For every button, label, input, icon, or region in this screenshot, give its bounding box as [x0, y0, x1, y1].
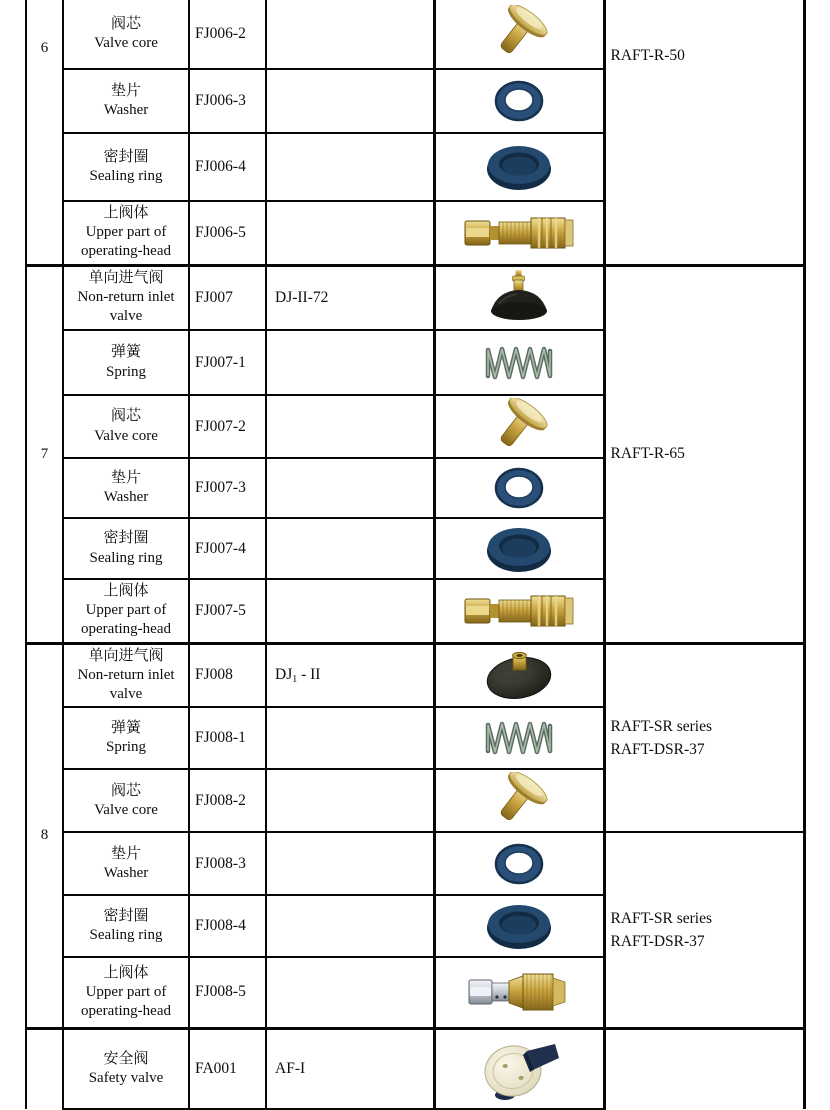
part-name-cell [63, 579, 189, 643]
part-name-zh: 垫片 [110, 82, 141, 99]
row-number: 8 [40, 827, 49, 844]
part-image-cell [434, 769, 604, 832]
part-name-zh: 阀芯 [110, 15, 141, 32]
part-name-en: Non-return inlet valve [77, 666, 175, 702]
part-code: FJ008-4 [195, 917, 246, 935]
part-code-cell [189, 330, 266, 395]
part-name-zh: 弹簧 [110, 344, 141, 361]
part-name-cell [63, 133, 189, 201]
part-name-cell [63, 69, 189, 133]
safety-valve-icon [436, 1035, 603, 1103]
applicable-model-cell [604, 643, 804, 832]
part-name-en: Sealing ring [89, 549, 163, 566]
part-name-en: Valve core [94, 35, 158, 51]
part-model-cell [266, 265, 434, 330]
part-name-en: Sealing ring [89, 168, 163, 184]
part-model-cell [266, 643, 434, 707]
inlet-valve-top-icon [436, 648, 603, 702]
inlet-valve-side-icon [436, 267, 603, 329]
part-code: FJ006-2 [195, 25, 246, 42]
part-image-cell [434, 201, 604, 265]
part-code: FJ006-4 [195, 158, 246, 175]
part-name-en: Upper part of operating-head [81, 602, 171, 638]
part-name-zh: 阀芯 [110, 408, 141, 425]
part-code: FJ008 [195, 666, 233, 684]
part-name-cell [63, 643, 189, 707]
applicable-model: RAFT-SR series [610, 717, 712, 735]
part-name-cell [63, 395, 189, 458]
table-row [26, 1028, 804, 1109]
part-model-text: - II [297, 665, 321, 683]
part-code-cell [189, 832, 266, 895]
part-image-cell [434, 1028, 604, 1109]
part-code-cell [189, 0, 266, 69]
o-ring-icon [436, 79, 603, 123]
part-name-zh: 密封圈 [103, 908, 149, 924]
sealing-ring-icon [436, 523, 603, 575]
table-row [26, 265, 804, 330]
part-model-cell [266, 832, 434, 895]
part-code: FA001 [195, 1059, 237, 1077]
part-name-zh: 密封圈 [103, 530, 149, 547]
part-name-en: Washer [103, 864, 149, 881]
part-name-zh: 密封圈 [103, 148, 149, 165]
part-name-cell [63, 1028, 189, 1109]
part-code-cell [189, 69, 266, 133]
part-name-en: Upper part of operating-head [81, 224, 171, 260]
part-name-cell [63, 201, 189, 265]
part-name-zh: 上阀体 [103, 964, 149, 981]
part-code-cell [189, 707, 266, 769]
part-image-cell [434, 69, 604, 133]
part-code-cell [189, 265, 266, 330]
part-model-text: DJ-II-72 [275, 288, 329, 306]
table-row [26, 0, 804, 69]
table-row [26, 643, 804, 707]
part-image-cell [434, 957, 604, 1028]
part-code-cell [189, 133, 266, 201]
upper-head-silver-icon [436, 967, 603, 1017]
part-code: FJ006-3 [195, 92, 246, 109]
part-image-cell [434, 265, 604, 330]
part-image-cell [434, 0, 604, 69]
part-model-cell [266, 395, 434, 458]
part-model-cell [266, 1028, 434, 1109]
part-name-zh: 安全阀 [103, 1050, 149, 1067]
o-ring-icon [436, 466, 603, 510]
part-image-cell [434, 395, 604, 458]
part-image-cell [434, 832, 604, 895]
part-image-cell [434, 643, 604, 707]
part-image-cell [434, 518, 604, 579]
part-name-zh: 上阀体 [103, 205, 149, 221]
part-model-cell [266, 518, 434, 579]
parts-table [25, 0, 806, 1110]
part-image-cell [434, 330, 604, 395]
part-name-en: Sealing ring [89, 927, 163, 944]
part-model-cell [266, 895, 434, 957]
part-name-cell [63, 707, 189, 769]
part-code-cell [189, 895, 266, 957]
part-name-zh: 阀芯 [110, 782, 141, 799]
part-code-cell [189, 643, 266, 707]
part-model-cell [266, 458, 434, 518]
part-image-cell [434, 458, 604, 518]
row-number-cell [26, 265, 63, 643]
part-name-zh: 弹簧 [110, 720, 141, 736]
part-name-zh: 单向进气阀 [88, 270, 164, 287]
part-code: FJ008-3 [195, 854, 246, 872]
part-name-cell [63, 458, 189, 518]
part-code: FJ007-1 [195, 353, 246, 371]
part-model-text: AF-I [275, 1059, 306, 1077]
row-number-cell [26, 0, 63, 265]
part-code: FJ008-1 [195, 729, 246, 747]
applicable-model: RAFT-DSR-37 [610, 932, 705, 950]
applicable-model-cell [604, 1028, 804, 1109]
part-model-cell [266, 769, 434, 832]
part-code: FJ007 [195, 288, 233, 306]
part-image-cell [434, 707, 604, 769]
part-image-cell [434, 895, 604, 957]
part-name-cell [63, 957, 189, 1028]
part-code: FJ007-2 [195, 417, 246, 435]
part-name-en: Spring [105, 363, 146, 380]
part-model-cell [266, 201, 434, 265]
part-code-cell [189, 769, 266, 832]
applicable-model: RAFT-DSR-37 [610, 740, 705, 758]
valve-core-icon [436, 5, 603, 63]
row-number-cell [26, 1028, 63, 1109]
upper-head-brass-icon [436, 210, 603, 256]
part-code-cell [189, 518, 266, 579]
spring-icon [436, 717, 603, 759]
part-name-zh: 垫片 [110, 469, 141, 486]
applicable-model-cell [604, 265, 804, 643]
part-name-en: Washer [103, 489, 149, 506]
part-code-cell [189, 395, 266, 458]
part-name-cell [63, 769, 189, 832]
part-model-cell [266, 133, 434, 201]
part-name-zh: 单向进气阀 [88, 647, 164, 664]
part-code: FJ006-5 [195, 223, 246, 241]
part-model-cell [266, 579, 434, 643]
part-name-cell [63, 265, 189, 330]
part-code: FJ007-4 [195, 539, 246, 557]
part-name-en: Spring [105, 739, 146, 756]
part-code-cell [189, 458, 266, 518]
sealing-ring-icon [436, 141, 603, 193]
part-image-cell [434, 133, 604, 201]
part-code: FJ008-5 [195, 983, 246, 1001]
spring-icon [436, 342, 603, 384]
part-name-en: Upper part of operating-head [81, 983, 171, 1020]
part-name-zh: 垫片 [110, 845, 141, 862]
part-model-cell [266, 69, 434, 133]
part-code-cell [189, 1028, 266, 1109]
part-name-en: Valve core [94, 801, 158, 818]
part-name-en: Safety valve [88, 1069, 164, 1086]
part-code-cell [189, 579, 266, 643]
upper-head-brass-icon [436, 588, 603, 634]
part-name-cell [63, 895, 189, 957]
part-name-zh: 上阀体 [103, 583, 149, 600]
part-model-cell [266, 330, 434, 395]
row-number: 6 [40, 40, 49, 56]
part-name-en: Non-return inlet valve [77, 289, 175, 325]
valve-core-icon [436, 772, 603, 830]
part-code-cell [189, 201, 266, 265]
part-name-cell [63, 330, 189, 395]
part-model-cell [266, 957, 434, 1028]
valve-core-icon [436, 398, 603, 456]
o-ring-icon [436, 842, 603, 886]
part-model-text: 1 [292, 673, 298, 685]
part-model-text: DJ [275, 665, 293, 683]
part-code-cell [189, 957, 266, 1028]
parts-table-body [26, 0, 804, 1109]
applicable-model-cell [604, 0, 804, 265]
part-name-cell [63, 832, 189, 895]
part-code: FJ007-5 [195, 601, 246, 619]
part-model-cell [266, 707, 434, 769]
table-row [26, 832, 804, 895]
sealing-ring-icon [436, 900, 603, 952]
part-name-en: Washer [103, 102, 149, 118]
applicable-model: RAFT-R-65 [610, 445, 685, 463]
part-code: FJ008-2 [195, 791, 246, 809]
part-model-cell [266, 0, 434, 69]
applicable-model: RAFT-SR series [610, 909, 712, 927]
part-name-cell [63, 518, 189, 579]
row-number-cell [26, 643, 63, 1028]
part-code: FJ007-3 [195, 479, 246, 497]
applicable-model-cell [604, 832, 804, 1028]
part-image-cell [434, 579, 604, 643]
applicable-model: RAFT-R-50 [610, 47, 685, 64]
row-number: 7 [40, 445, 49, 462]
part-name-cell [63, 0, 189, 69]
part-name-en: Valve core [94, 427, 158, 444]
